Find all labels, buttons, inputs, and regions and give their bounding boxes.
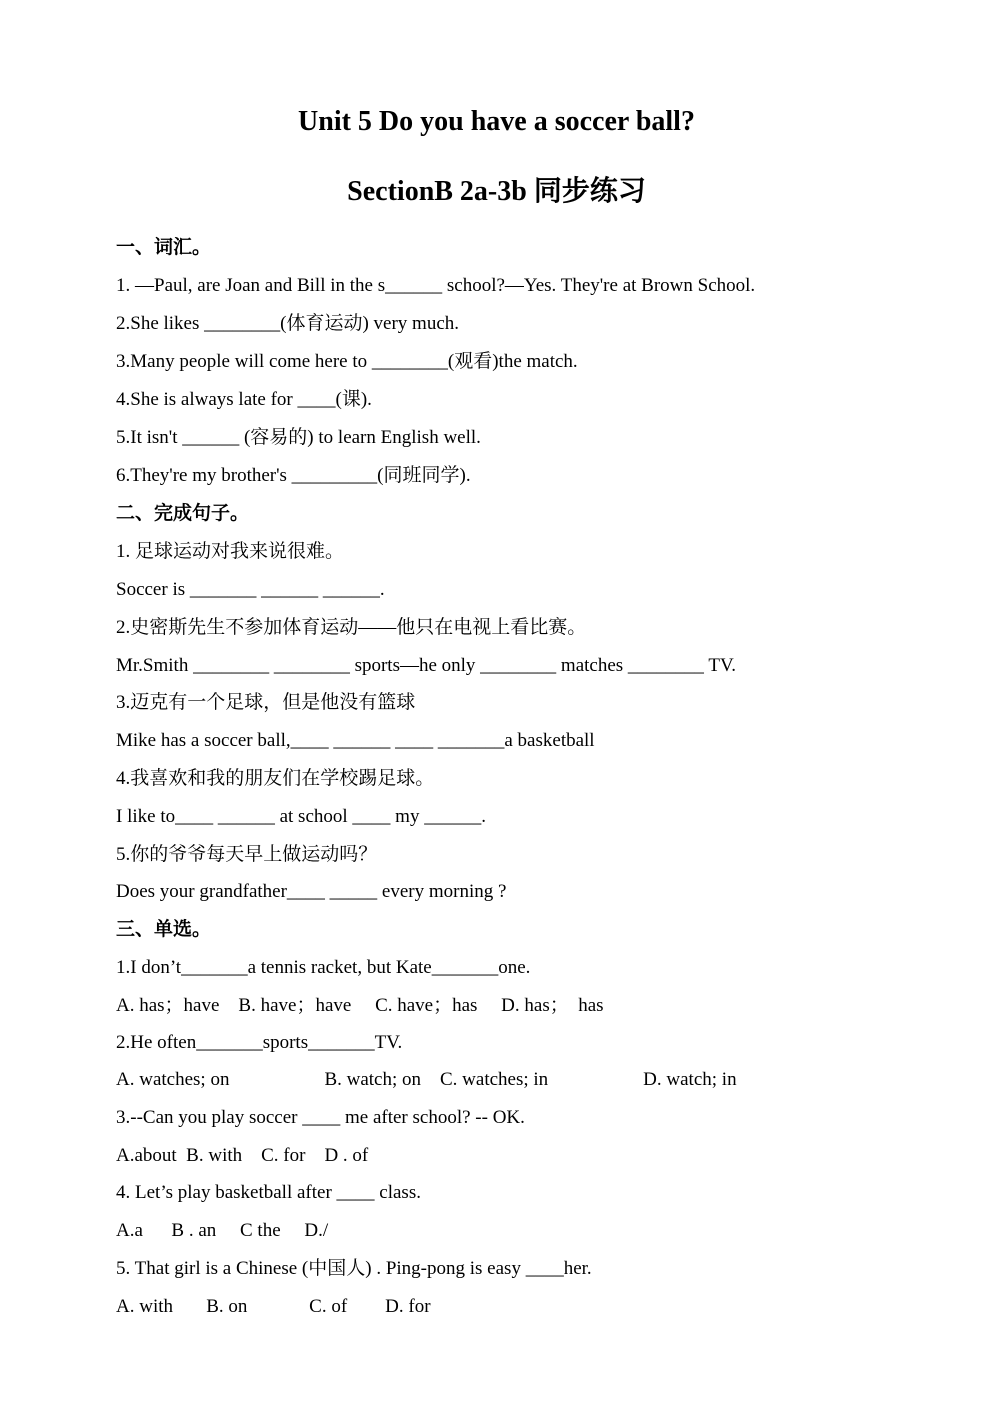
question-line: 5. That girl is a Chinese (中国人) . Ping-pong is easy ____her. — [116, 1258, 592, 1279]
question-line: 2.He often_______sports_______TV. — [116, 1032, 403, 1053]
question-line: 1.I don’t_______a tennis racket, but Kate_______one. — [116, 957, 531, 978]
answer-line: Mr.Smith ________ ________ sports—he only ________ matches ________ TV. — [116, 655, 736, 676]
options-line: A. has；have B. have；have C. have；has D. has； has — [116, 995, 604, 1016]
options-line: A.about B. with C. for D . of — [116, 1145, 369, 1166]
options-line: A. watches; on B. watch; on C. watches; in D. watch; in — [116, 1069, 737, 1090]
worksheet-subtitle: SectionB 2a-3b 同步练习 — [347, 176, 646, 207]
question-line: 6.They're my brother's _________(同班同学). — [116, 465, 471, 486]
question-line: 4.She is always late for ____(课). — [116, 389, 372, 410]
question-line: 3.迈克有一个足球，但是他没有篮球 — [116, 692, 416, 713]
answer-line: Soccer is _______ ______ ______. — [116, 579, 385, 600]
question-line: 5.It isn't ______ (容易的) to learn English well. — [116, 427, 481, 448]
question-line: 2.史密斯先生不参加体育运动——他只在电视上看比赛。 — [116, 617, 587, 638]
question-line: 3.--Can you play soccer ____ me after school? -- OK. — [116, 1107, 525, 1128]
section-heading-multiple-choice: 三、单选。 — [116, 919, 212, 940]
section-heading-complete-sentences: 二、完成句子。 — [116, 503, 250, 524]
question-line: 2.She likes ________(体育运动) very much. — [116, 313, 460, 334]
question-line: 4.我喜欢和我的朋友们在学校踢足球。 — [116, 768, 435, 789]
question-line: 1. —Paul, are Joan and Bill in the s______ school?—Yes. They're at Brown School. — [116, 275, 756, 296]
section-heading-vocabulary: 一、词汇。 — [116, 237, 212, 258]
answer-line: Mike has a soccer ball,____ ______ ____ _______a basketball — [116, 730, 595, 751]
question-line: 1. 足球运动对我来说很难。 — [116, 541, 345, 562]
options-line: A.a B . an C the D./ — [116, 1220, 329, 1241]
question-line: 3.Many people will come here to ________(观看)the match. — [116, 351, 578, 372]
options-line: A. with B. on C. of D. for — [116, 1296, 431, 1317]
answer-line: Does your grandfather____ _____ every morning ? — [116, 881, 507, 902]
question-line: 5.你的爷爷每天早上做运动吗？ — [116, 844, 378, 865]
answer-line: I like to____ ______ at school ____ my ______. — [116, 806, 486, 827]
worksheet-title: Unit 5 Do you have a soccer ball? — [298, 106, 695, 137]
question-line: 4. Let’s play basketball after ____ class. — [116, 1182, 421, 1203]
